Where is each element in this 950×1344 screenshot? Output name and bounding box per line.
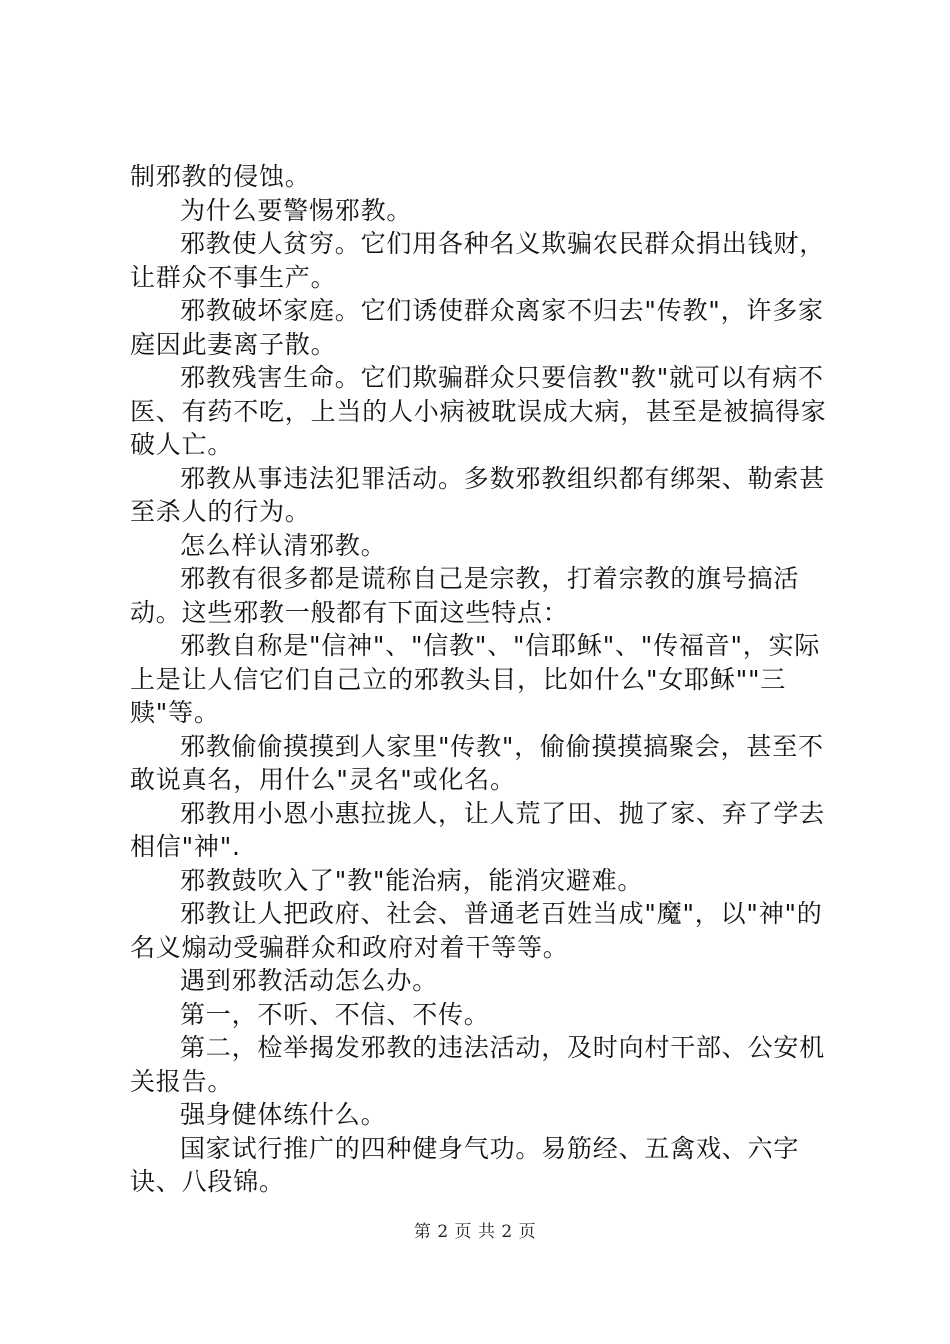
- paragraph: 邪教用小恩小惠拉拢人，让人荒了田、抛了家、弃了学去相信"神".: [130, 798, 826, 861]
- paragraph: 邪教破坏家庭。它们诱使群众离家不归去"传教"，许多家庭因此妻离子散。: [130, 296, 824, 359]
- paragraph: 邪教残害生命。它们欺骗群众只要信教"教"就可以有病不医、有药不吃，上当的人小病被耽误成大病，甚至是被搞得家破人亡。: [130, 363, 827, 459]
- paragraph: 邪教偷偷摸摸到人家里"传教"，偷偷摸摸搞聚会，甚至不敢说真名，用什么"灵名"或化名。: [130, 731, 824, 794]
- section-heading-how-to-recognize: 怎么样认清邪教。: [180, 530, 387, 560]
- paragraph: 第二，检举揭发邪教的违法活动，及时向村干部、公安机关报告。: [130, 1033, 826, 1096]
- paragraph: 第一，不听、不信、不传。: [180, 999, 490, 1029]
- paragraph: 邪教自称是"信神"、"信教"、"信耶稣"、"传福音"，实际上是让人信它们自己立的邪教头目，比如什么"女耶稣""三赎"等。: [130, 631, 821, 727]
- paragraph: 邪教有很多都是谎称自己是宗教，打着宗教的旗号搞活动。这些邪教一般都有下面这些特点：: [130, 564, 800, 627]
- page-footer: [0, 1217, 950, 1242]
- paragraph: 邪教从事违法犯罪活动。多数邪教组织都有绑架、勒索甚至杀人的行为。: [130, 463, 826, 526]
- section-heading-what-to-do: 遇到邪教活动怎么办。: [180, 966, 439, 995]
- paragraph: 邪教使人贫穷。它们用各种名义欺骗农民群众捐出钱财，让群众不事生产。: [130, 229, 826, 292]
- paragraph: 邪教鼓吹入了"教"能治病，能消灾避难。: [180, 865, 644, 895]
- section-heading-why-beware: 为什么要警惕邪教。: [180, 195, 413, 225]
- section-heading-fitness: 强身健体练什么。: [180, 1100, 387, 1129]
- document-body: [130, 160, 835, 1199]
- page-number-label: 第 2 页 共 2 页: [413, 1222, 537, 1242]
- paragraph: 邪教让人把政府、社会、普通老百姓当成"魔"，以"神"的名义煽动受骗群众和政府对着干等等。: [130, 899, 823, 962]
- paragraph: 国家试行推广的四种健身气功。易筋经、五禽戏、六字诀、八段锦。: [130, 1133, 800, 1196]
- paragraph-continuation: 制邪教的侵蚀。: [130, 162, 311, 191]
